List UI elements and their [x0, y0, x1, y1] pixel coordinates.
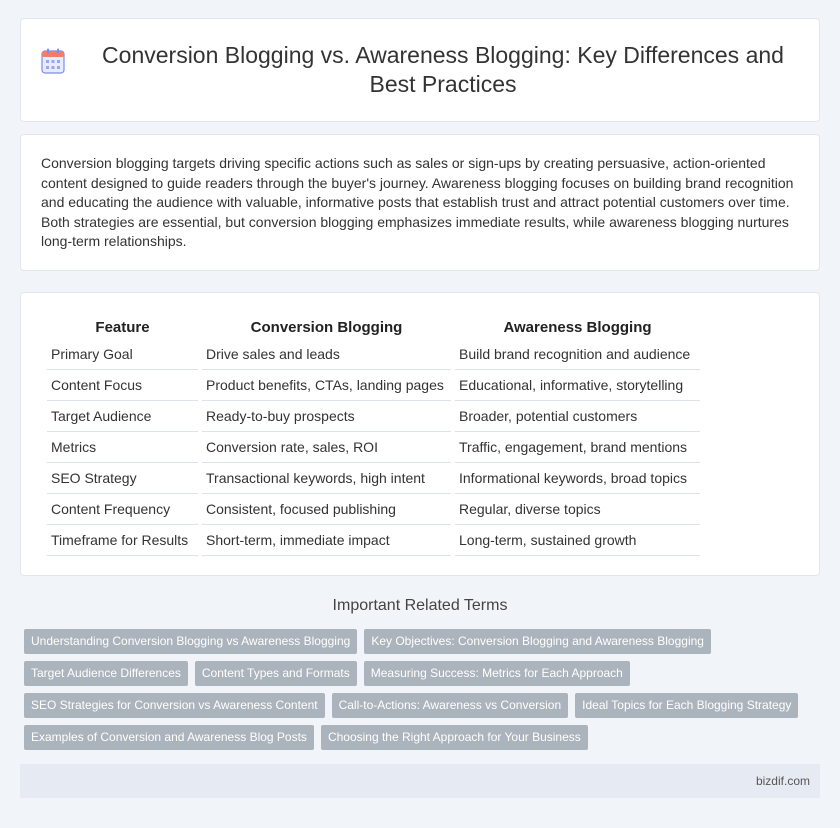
header-card: [20, 18, 820, 122]
related-term-link[interactable]: Choosing the Right Approach for Your Business: [321, 725, 588, 750]
conversion-cell: Ready-to-buy prospects: [202, 401, 451, 432]
related-terms-title: Important Related Terms: [332, 597, 508, 614]
feature-cell: Target Audience: [47, 401, 198, 432]
feature-cell: Timeframe for Results: [47, 525, 198, 556]
conversion-cell: Drive sales and leads: [202, 339, 451, 370]
awareness-cell: Regular, diverse topics: [455, 494, 700, 525]
awareness-cell: Educational, informative, storytelling: [455, 370, 700, 401]
tag-row: [24, 661, 824, 687]
column-header-awareness: Awareness Blogging: [503, 318, 652, 336]
awareness-cell: Informational keywords, broad topics: [455, 463, 700, 494]
footer-site-name: bizdif.com: [755, 774, 810, 788]
related-term-link[interactable]: Content Types and Formats: [195, 661, 357, 686]
related-terms-list: [24, 629, 824, 757]
table-row: [47, 525, 700, 556]
related-term-link[interactable]: Ideal Topics for Each Blogging Strategy: [575, 693, 798, 718]
feature-cell: SEO Strategy: [47, 463, 198, 494]
table-row: [47, 463, 700, 494]
feature-cell: Metrics: [47, 432, 198, 463]
tag-row: [24, 629, 824, 655]
table-header-row: [47, 315, 700, 339]
related-term-link[interactable]: Target Audience Differences: [24, 661, 188, 686]
conversion-cell: Transactional keywords, high intent: [202, 463, 451, 494]
conversion-cell: Product benefits, CTAs, landing pages: [202, 370, 451, 401]
table-row: [47, 339, 700, 370]
calendar-icon: [41, 48, 65, 74]
related-term-link[interactable]: Examples of Conversion and Awareness Blog Posts: [24, 725, 314, 750]
conversion-cell: Consistent, focused publishing: [202, 494, 451, 525]
feature-cell: Content Frequency: [47, 494, 198, 525]
comparison-card: [20, 292, 820, 576]
footer: [20, 764, 820, 798]
related-term-link[interactable]: Measuring Success: Metrics for Each Approach: [364, 661, 630, 686]
tag-row: [24, 725, 824, 751]
feature-cell: Content Focus: [47, 370, 198, 401]
awareness-cell: Traffic, engagement, brand mentions: [455, 432, 700, 463]
intro-card: [20, 134, 820, 271]
table-row: [47, 432, 700, 463]
header: [21, 19, 819, 121]
related-term-link[interactable]: Key Objectives: Conversion Blogging and Awareness Blogging: [364, 629, 711, 654]
awareness-cell: Build brand recognition and audience: [455, 339, 700, 370]
awareness-cell: Long-term, sustained growth: [455, 525, 700, 556]
table-row: [47, 401, 700, 432]
comparison-table: [43, 315, 704, 556]
tag-row: [24, 693, 824, 719]
table-row: [47, 494, 700, 525]
column-header-conversion: Conversion Blogging: [250, 318, 403, 336]
related-term-link[interactable]: Understanding Conversion Blogging vs Awareness Blogging: [24, 629, 357, 654]
intro-text: Conversion blogging targets driving specific actions such as sales or sign-ups by creating persuasive, action-oriented content designed to guide readers through the buyer's journey. Awareness blogging focuses on building brand recognition and educating the audience with valuable, informative posts that establish trust and attract potential customers over time. Both strategies are essential, but conversion blogging emphasizes immediate results, while awareness blogging nurtures long-term relationships.: [41, 155, 794, 250]
awareness-cell: Broader, potential customers: [455, 401, 700, 432]
column-header-feature: Feature: [95, 318, 150, 336]
conversion-cell: Conversion rate, sales, ROI: [202, 432, 451, 463]
feature-cell: Primary Goal: [47, 339, 198, 370]
related-term-link[interactable]: Call-to-Actions: Awareness vs Conversion: [332, 693, 569, 718]
related-term-link[interactable]: SEO Strategies for Conversion vs Awareness Content: [24, 693, 325, 718]
table-row: [47, 370, 700, 401]
conversion-cell: Short-term, immediate impact: [202, 525, 451, 556]
page-title: Conversion Blogging vs. Awareness Blogging: Key Differences and Best Practices: [102, 42, 784, 97]
